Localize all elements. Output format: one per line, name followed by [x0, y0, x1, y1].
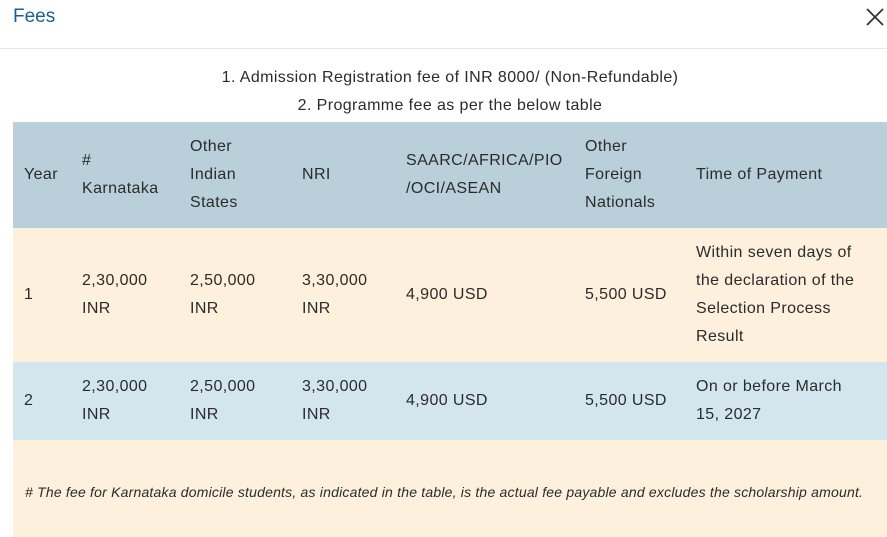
- header-other-indian-states: Other Indian States: [190, 138, 238, 211]
- cell-time-of-payment: On or before March 15, 2027: [696, 378, 842, 423]
- cell-other-indian-fee: 2,50,000 INR: [190, 272, 256, 317]
- fee-notes: [0, 64, 887, 120]
- header-karnataka: # Karnataka: [82, 152, 159, 197]
- cell-karnataka-fee: 2,30,000 INR: [82, 378, 148, 423]
- cell-nri-fee: 3,30,000 INR: [302, 272, 368, 317]
- note-programme-fee: 2. Programme fee as per the below table: [297, 97, 603, 114]
- close-icon: [864, 6, 886, 28]
- cell-karnataka-fee: 2,30,000 INR: [82, 272, 148, 317]
- cell-other-foreign-fee: 5,500 USD: [585, 392, 667, 409]
- footnote-text: # The fee for Karnataka domicile students, as indicated in the table, is the actual fee payable and excludes the scholarship amount.: [25, 484, 864, 500]
- table-row: [13, 228, 887, 362]
- cell-year: 2: [24, 392, 34, 409]
- cell-year: 1: [24, 286, 34, 303]
- header-nri: NRI: [302, 166, 331, 183]
- header-other-foreign-nationals: Other Foreign Nationals: [585, 138, 656, 211]
- footnote: [13, 440, 887, 537]
- table-row: [13, 362, 887, 440]
- note-registration-fee: 1. Admission Registration fee of INR 8000/ (Non-Refundable): [221, 69, 679, 86]
- header-time-of-payment: Time of Payment: [696, 166, 823, 183]
- cell-other-indian-fee: 2,50,000 INR: [190, 378, 256, 423]
- cell-other-foreign-fee: 5,500 USD: [585, 286, 667, 303]
- modal-header: [0, 0, 887, 49]
- close-button[interactable]: [864, 6, 886, 28]
- cell-saarc-fee: 4,900 USD: [406, 392, 488, 409]
- modal-title: Fees: [13, 6, 56, 27]
- cell-saarc-fee: 4,900 USD: [406, 286, 488, 303]
- header-year: Year: [24, 166, 58, 183]
- fee-table: [13, 122, 887, 440]
- header-saarc: SAARC/AFRICA/PIO /OCI/ASEAN: [406, 152, 563, 197]
- cell-time-of-payment: Within seven days of the declaration of the Selection Process Result: [696, 244, 855, 345]
- table-header-row: [13, 122, 887, 228]
- cell-nri-fee: 3,30,000 INR: [302, 378, 368, 423]
